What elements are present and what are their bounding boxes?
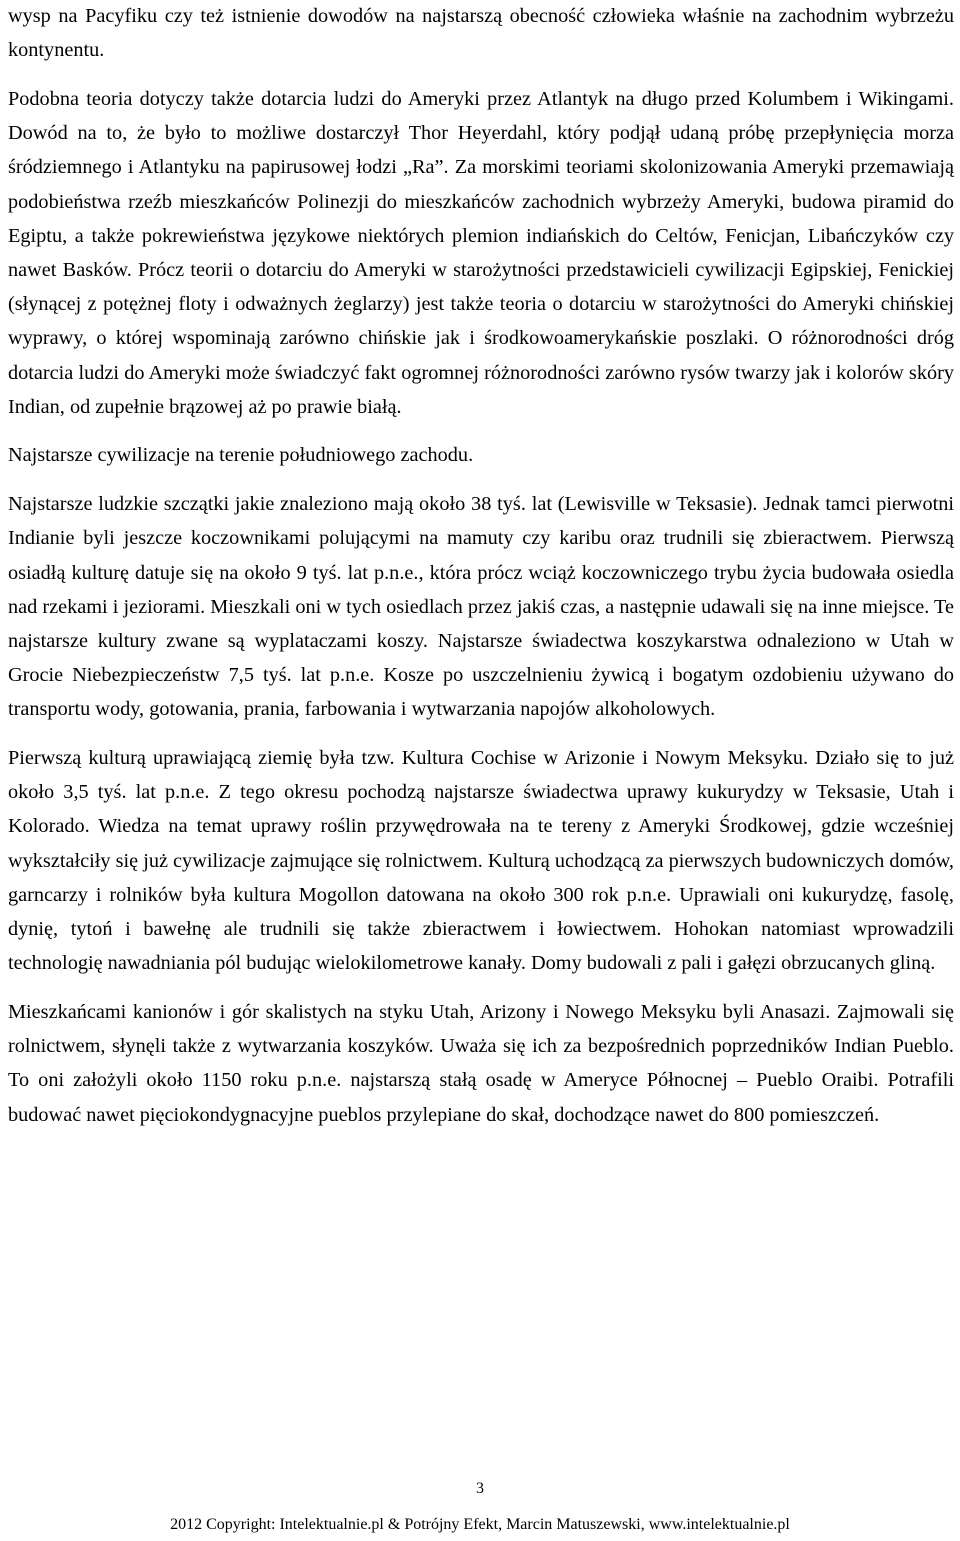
paragraph-continuation: wysp na Pacyfiku czy też istnienie dowodów na najstarszą obecność człowieka właśnie na zachodnim wybrzeżu kontynentu. [8, 5, 954, 62]
document-body [8, 0, 954, 1132]
page-number: 3 [476, 1480, 484, 1497]
paragraph-anasazi: Mieszkańcami kanionów i gór skalistych na styku Utah, Arizony i Nowego Meksyku byli Anasazi. Zajmowali się rolnictwem, słynęli także z wytwarzania koszyków. Uważa się ich za bezpośrednich poprzedników Indian Pueblo. To oni założyli około 1150 roku p.n.e. najstarszą stałą osadę w Ameryce Północnej – Pueblo Oraibi. Potrafili budować nawet pięciokondygnacyjne pueblos przylepiane do skał, dochodzące nawet do 800 pomieszczeń. [8, 1000, 954, 1126]
footer-copyright: 2012 Copyright: Intelektualnie.pl & Potrójny Efekt, Marcin Matuszewski, www.intelektualnie.pl [170, 1516, 790, 1533]
paragraph-atlantic-theory: Podobna teoria dotyczy także dotarcia ludzi do Ameryki przez Atlantyk na długo przed Kolumbem i Wikingami. Dowód na to, że było to możliwe dostarczył Thor Heyerdahl, który podjął udaną próbę przepłynięcia morza śródziemnego i Atlantyku na papirusowej łodzi „Ra”. Za morskimi teoriami skolonizowania Ameryki przemawiają podobieństwa rzeźb mieszkańców Polinezji do mieszkańców zachodnich wybrzeży Ameryki, budowa piramid do Egiptu, a także pokrewieństwa językowe niektórych plemion indiańskich do Celtów, Fenicjan, Libańczyków czy nawet Basków. Prócz teorii o dotarciu do Ameryki w starożytności przedstawicieli cywilizacji Egipskiej, Fenickiej (słynącej z potężnej floty i odważnych żeglarzy) jest także teoria o dotarciu w starożytności do Ameryki chińskiej wyprawy, o której wspominają zarówno chińskie jak i środkowoamerykańskie poszlaki. O różnorodności dróg dotarcia ludzi do Ameryki może świadczyć fakt ogromnej różnorodności zarówno rysów twarzy jak i kolorów skóry Indian, od zupełnie brązowej aż po prawie białą. [8, 87, 954, 418]
section-heading: Najstarsze cywilizacje na terenie południowego zachodu. [8, 444, 474, 467]
paragraph-oldest-remains: Najstarsze ludzkie szczątki jakie znaleziono mają około 38 tyś. lat (Lewisville w Teksasie). Jednak tamci pierwotni Indianie byli jeszcze koczownikami polującymi na mamuty czy karibu oraz trudnili się zbieractwem. Pierwszą osiadłą kulturę datuje się na około 9 tyś. lat p.n.e., która prócz wciąż koczowniczego trybu życia budowała osiedla nad rzekami i jeziorami. Mieszkali oni w tych osiedlach przez jakiś czas, a następnie udawali się na inne miejsce. Te najstarsze kultury zwane są wyplataczami koszy. Najstarsze świadectwa koszykarstwa odnaleziono w Utah w Grocie Niebezpieczeństw 7,5 tyś. lat p.n.e. Kosze po uszczelnieniu żywicą i bogatym ozdobieniu używano do transportu wody, gotowania, prania, farbowania i wytwarzania napojów alkoholowych. [8, 493, 954, 721]
paragraph-cochise-culture: Pierwszą kulturą uprawiającą ziemię była tzw. Kultura Cochise w Arizonie i Nowym Meksyku. Działo się to już około 3,5 tyś. lat p.n.e. Z tego okresu pochodzą najstarsze świadectwa uprawy kukurydzy w Teksasie, Utah i Kolorado. Wiedza na temat uprawy roślin przywędrowała na te tereny z Ameryki Środkowej, gdzie wcześniej wykształciły się już cywilizacje zajmujące się rolnictwem. Kulturą uchodzącą za pierwszych budowniczych domów, garncarzy i rolników była kultura Mogollon datowana na około 300 rok p.n.e. Uprawiali oni kukurydzę, fasolę, dynię, tytoń i bawełnę ale trudnili się także zbieractwem i łowiectwem. Hohokan natomiast wprowadzili technologię nawadniania pól budując wielokilometrowe kanały. Domy budowali z pali i gałęzi obrzucanych gliną. [8, 747, 954, 975]
